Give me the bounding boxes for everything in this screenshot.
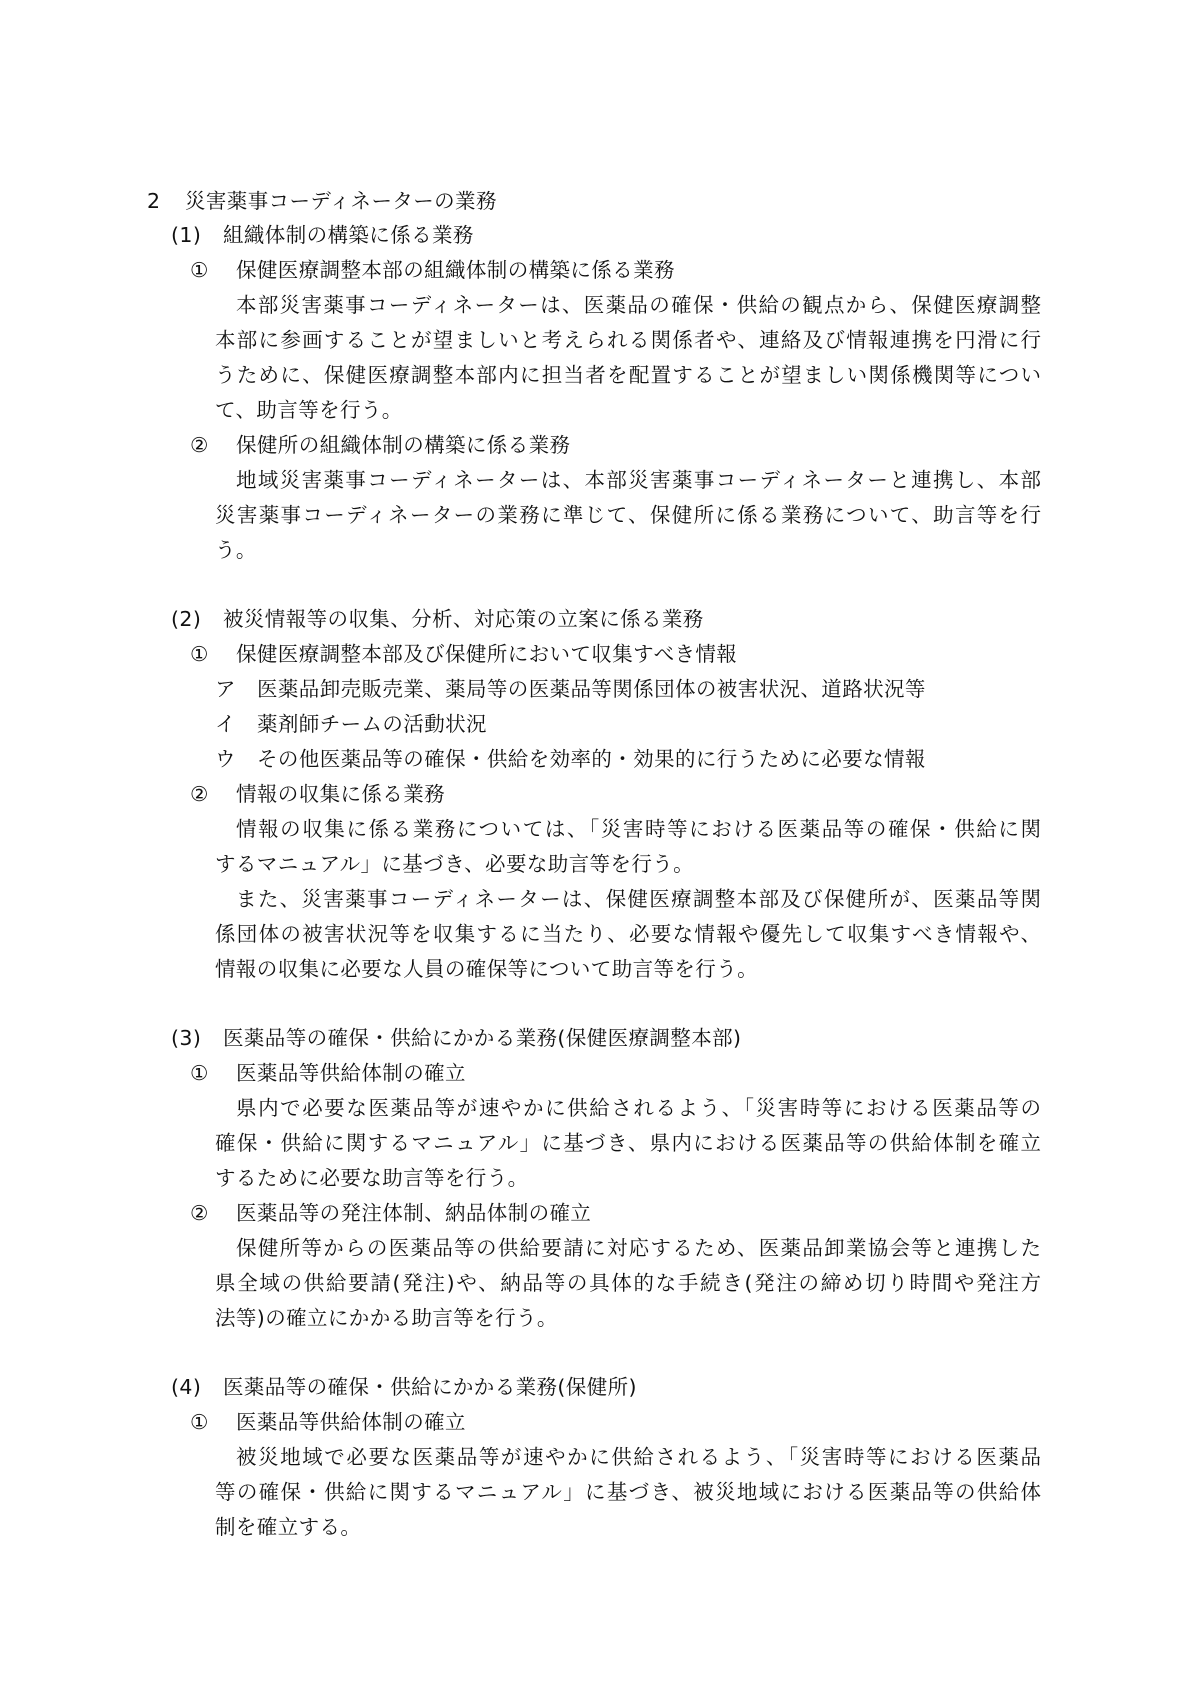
item-3-1-title: 医薬品等供給体制の確立 <box>236 1061 466 1085</box>
item-2-2-para-line-1: 情報の収集に係る業務については、「災害時等における医薬品等の確保・供給に関 <box>236 817 1041 841</box>
subsection-1-number: (1) <box>171 223 202 247</box>
item-2-2-para2-line-1: また、災害薬事コーディネーターは、保健医療調整本部及び保健所が、医薬品等関 <box>236 887 1041 911</box>
item-3-2-title: 医薬品等の発注体制、納品体制の確立 <box>236 1201 592 1225</box>
item-3-1-number: ① <box>190 1061 209 1085</box>
item-4-1-heading <box>190 1409 466 1435</box>
item-2-2-title: 情報の収集に係る業務 <box>236 782 445 806</box>
item-2-2-para-line-2: するマニュアル」に基づき、必要な助言等を行う。 <box>215 852 695 876</box>
item-4-1-para-line-3: 制を確立する。 <box>215 1515 362 1539</box>
subsection-3-heading <box>171 1025 741 1051</box>
item-3-1-heading <box>190 1060 466 1086</box>
subitem-a-label: ア <box>215 677 236 701</box>
item-4-1-para-line-1: 被災地域で必要な医薬品等が速やかに供給されるよう、「災害時等における医薬品 <box>236 1445 1041 1469</box>
item-3-1-para-line-3: するために必要な助言等を行う。 <box>215 1166 529 1190</box>
section-title: 災害薬事コーディネーターの業務 <box>185 189 497 213</box>
item-2-1-title: 保健医療調整本部及び保健所において収集すべき情報 <box>236 642 738 666</box>
item-1-1-number: ① <box>190 258 209 282</box>
item-2-1-heading <box>190 641 737 667</box>
item-3-2-number: ② <box>190 1201 209 1225</box>
subsection-3-number: (3) <box>171 1026 202 1050</box>
subsection-4-title: 医薬品等の確保・供給にかかる業務(保健所) <box>223 1375 637 1399</box>
item-2-2-heading <box>190 781 445 807</box>
item-4-1-number: ① <box>190 1410 209 1434</box>
item-1-1-heading <box>190 257 675 283</box>
item-2-2-number: ② <box>190 782 209 806</box>
item-1-2-para-line-3: う。 <box>215 538 257 562</box>
item-2-1-number: ① <box>190 642 209 666</box>
subsection-1-title: 組織体制の構築に係る業務 <box>223 223 474 247</box>
item-2-2-para2-line-2: 係団体の被害状況等を収集するに当たり、必要な情報や優先して収集すべき情報や、 <box>215 922 1041 946</box>
item-3-2-para-line-3: 法等)の確立にかかる助言等を行う。 <box>215 1306 558 1330</box>
item-4-1-title: 医薬品等供給体制の確立 <box>236 1410 466 1434</box>
item-3-1-para-line-2: 確保・供給に関するマニュアル」に基づき、県内における医薬品等の供給体制を確立 <box>215 1131 1041 1155</box>
subsection-2-title: 被災情報等の収集、分析、対応策の立案に係る業務 <box>223 607 704 631</box>
item-1-1-para-line-2: 本部に参画することが望ましいと考えられる関係者や、連絡及び情報連携を円滑に行 <box>215 328 1041 352</box>
item-2-1-subitem-u <box>215 746 926 772</box>
subsection-1-heading <box>171 222 474 248</box>
item-1-2-para-line-2: 災害薬事コーディネーターの業務に準じて、保健所に係る業務について、助言等を行 <box>215 503 1041 527</box>
item-2-1-subitem-i <box>215 711 487 737</box>
item-2-1-subitem-a <box>215 676 926 702</box>
item-1-1-title: 保健医療調整本部の組織体制の構築に係る業務 <box>236 258 675 282</box>
subitem-a-text: 医薬品卸売販売業、薬局等の医薬品等関係団体の被害状況、道路状況等 <box>257 677 926 701</box>
item-3-1-para-line-1: 県内で必要な医薬品等が速やかに供給されるよう、「災害時等における医薬品等の <box>236 1096 1041 1120</box>
item-1-1-para-line-3: うために、保健医療調整本部内に担当者を配置することが望ましい関係機関等につい <box>215 363 1041 387</box>
subitem-u-label: ウ <box>215 747 236 771</box>
item-2-2-para2-line-3: 情報の収集に必要な人員の確保等について助言等を行う。 <box>215 957 758 981</box>
item-1-2-title: 保健所の組織体制の構築に係る業務 <box>236 433 571 457</box>
subitem-i-text: 薬剤師チームの活動状況 <box>257 712 487 736</box>
subsection-3-title: 医薬品等の確保・供給にかかる業務(保健医療調整本部) <box>223 1026 742 1050</box>
section-number: 2 <box>147 189 161 213</box>
subsection-4-number: (4) <box>171 1375 202 1399</box>
item-1-2-para-line-1: 地域災害薬事コーディネーターは、本部災害薬事コーディネーターと連携し、本部 <box>236 468 1041 492</box>
item-1-1-para-line-4: て、助言等を行う。 <box>215 398 403 422</box>
item-4-1-para-line-2: 等の確保・供給に関するマニュアル」に基づき、被災地域における医薬品等の供給体 <box>215 1480 1041 1504</box>
subsection-2-number: (2) <box>171 607 202 631</box>
item-1-2-number: ② <box>190 433 209 457</box>
item-1-1-para-line-1: 本部災害薬事コーディネーターは、医薬品の確保・供給の観点から、保健医療調整 <box>236 293 1041 317</box>
item-1-2-heading <box>190 432 570 458</box>
subsection-4-heading <box>171 1374 637 1400</box>
subitem-i-label: イ <box>215 712 236 736</box>
section-heading <box>147 188 497 214</box>
item-3-2-para-line-1: 保健所等からの医薬品等の供給要請に対応するため、医薬品卸業協会等と連携した <box>236 1236 1041 1260</box>
item-3-2-para-line-2: 県全域の供給要請(発注)や、納品等の具体的な手続き(発注の締め切り時間や発注方 <box>215 1271 1041 1295</box>
subitem-u-text: その他医薬品等の確保・供給を効率的・効果的に行うために必要な情報 <box>257 747 926 771</box>
subsection-2-heading <box>171 606 704 632</box>
item-3-2-heading <box>190 1200 591 1226</box>
